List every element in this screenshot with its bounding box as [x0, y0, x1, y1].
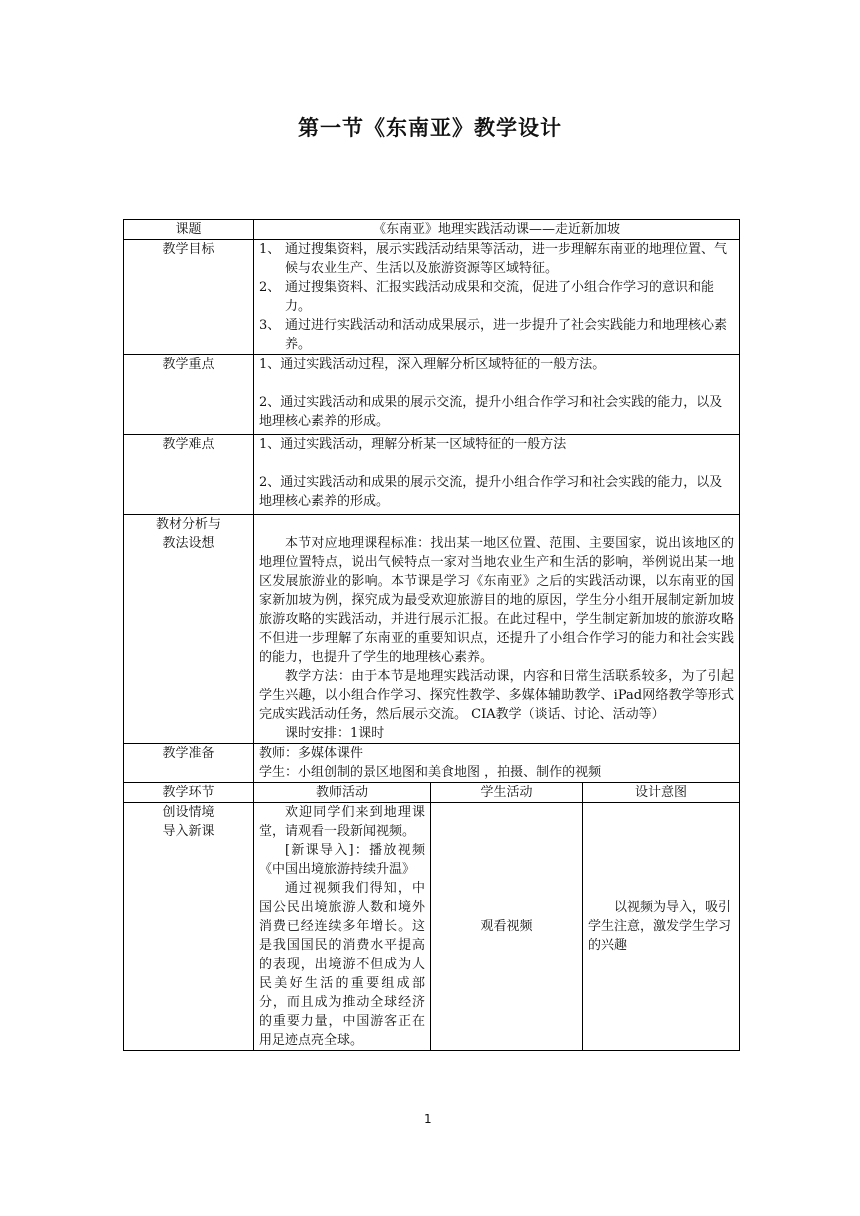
row-analysis — [124, 515, 740, 744]
row-objectives — [124, 240, 740, 355]
teacher-activity-1: 欢迎同学们来到地理课堂，请观看一段新闻视频。 — [259, 805, 425, 839]
row-topic — [124, 220, 740, 240]
preparation-student: 学生：小组创制的景区地图和美食地图 ，拍摄、制作的视频 — [259, 765, 602, 780]
key-point-2: 2、通过实践活动和成果的展示交流，提升小组合作学习和社会实践的能力，以及地理核心素养的形成。 — [259, 395, 723, 429]
document-title: 第一节《东南亚》教学设计 — [298, 116, 562, 140]
difficulties-label: 教学难点 — [124, 435, 254, 515]
difficulties-content — [254, 435, 740, 515]
difficulty-2: 2、通过实践活动和成果的展示交流，提升小组合作学习和社会实践的能力，以及地理核心素养的形成。 — [259, 475, 723, 509]
objective-item: 2、 通过搜集资料、汇报实践活动成果和交流，促进了小组合作学习的意识和能力。 — [259, 280, 715, 314]
preparation-content — [254, 744, 740, 783]
header-teacher: 教师活动 — [254, 783, 431, 803]
stage-label — [124, 803, 254, 1051]
teacher-activity-3: 通过视频我们得知，中国公民出境旅游人数和境外消费已经连续多年增长。这是我国国民的消费水平提高的表现，出境游不但成为人民美好生活的重要组成部分，而且成为推动全球经济的重要力量，中国游客正在用足迹点亮全球。 — [259, 881, 425, 1048]
header-intent: 设计意图 — [583, 783, 740, 803]
analysis-label — [124, 515, 254, 744]
row-key-points — [124, 355, 740, 435]
analysis-paragraph-2: 教学方法：由于本节是地理实践活动课，内容和日常生活联系较多，为了引起学生兴趣，以小组合作学习、探究性教学、多媒体辅助教学、iPad网络教学等形式完成实践活动任务，然后展示交流。 CIA教学（谈话、讨论、活动等） — [259, 669, 735, 722]
header-student: 学生活动 — [431, 783, 583, 803]
key-points-content — [254, 355, 740, 435]
objective-item: 1、 通过搜集资料，展示实践活动结果等活动，进一步理解东南亚的地理位置、气候与农业生产、生活以及旅游资源等区域特征。 — [259, 242, 728, 276]
analysis-paragraph-3: 课时安排：1课时 — [285, 726, 385, 741]
difficulty-1: 1、通过实践活动，理解分析某一区域特征的一般方法 — [259, 437, 567, 452]
student-activity: 观看视频 — [431, 803, 583, 1051]
row-difficulties — [124, 435, 740, 515]
header-stage: 教学环节 — [124, 783, 254, 803]
teacher-activity — [254, 803, 431, 1051]
stage-label-line1: 创设情境 — [162, 805, 215, 820]
analysis-content — [254, 515, 740, 744]
topic-label: 课题 — [124, 220, 254, 240]
page-number: 1 — [424, 1112, 432, 1126]
objective-item: 3、 通过进行实践活动和活动成果展示，进一步提升了社会实践能力和地理核心素养。 — [259, 318, 728, 352]
teacher-activity-2: [新课导入]：播放视频《中国出境旅游持续升温》 — [259, 843, 425, 877]
analysis-label-line1: 教材分析与 — [155, 517, 221, 532]
objectives-label: 教学目标 — [124, 240, 254, 355]
row-process-header — [124, 783, 740, 803]
topic-value: 《东南亚》地理实践活动课——走近新加坡 — [254, 220, 740, 240]
key-points-label: 教学重点 — [124, 355, 254, 435]
stage-label-line2: 导入新课 — [162, 824, 215, 839]
design-intent: 以视频为导入，吸引学生注意，激发学生学习的兴趣 — [583, 803, 740, 1051]
analysis-label-line2: 教法设想 — [162, 536, 215, 551]
objectives-content — [254, 240, 740, 355]
objectives-list — [259, 240, 734, 354]
analysis-paragraph-1: 本节对应地理课程标准：找出某一地区位置、范围、主要国家，说出该地区的地理位置特点，说出气候特点一家对当地农业生产和生活的影响，举例说出某一地区发展旅游业的影响。本节课是学习《东南亚》之后的实践活动课，以东南亚的国家新加坡为例，探究成为最受欢迎旅游目的地的原因，学生分小组开展制定新加坡旅游攻略的实践活动，并进行展示汇报。在此过程中，学生制定新加坡的旅游攻略不但进一步理解了东南亚的重要知识点，还提升了小组合作学习的能力和社会实践的能力，也提升了学生的地理核心素养。 — [259, 536, 735, 665]
preparation-label: 教学准备 — [124, 744, 254, 783]
row-process-intro — [124, 803, 740, 1051]
key-point-1: 1、通过实践活动过程，深入理解分析区域特征的一般方法。 — [259, 357, 606, 372]
row-preparation — [124, 744, 740, 783]
lesson-plan-table — [123, 219, 740, 1051]
preparation-teacher: 教师：多媒体课件 — [259, 746, 364, 761]
